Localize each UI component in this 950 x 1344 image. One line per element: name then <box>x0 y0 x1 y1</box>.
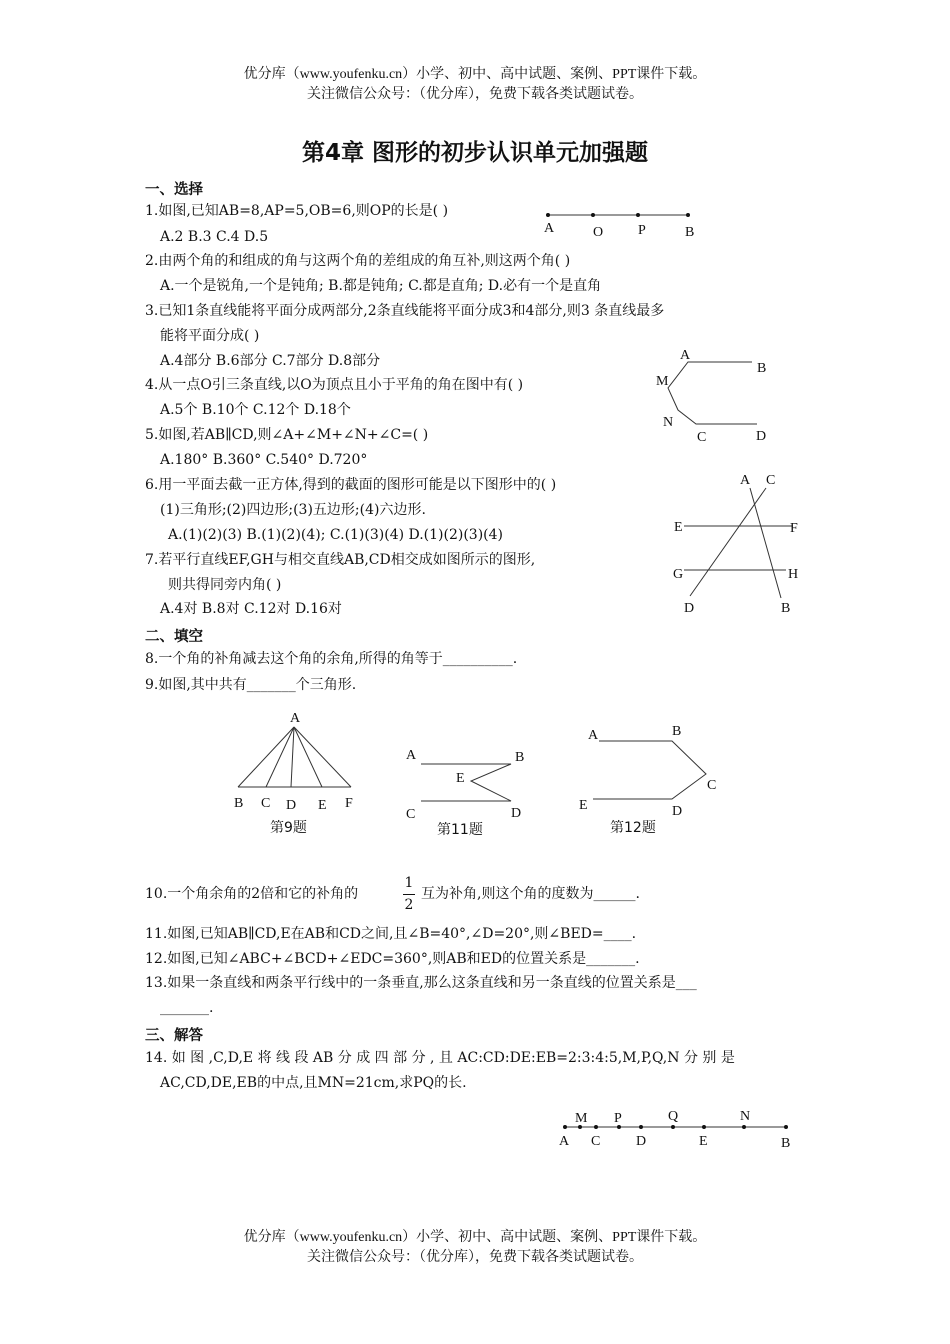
footer-line-1: 优分库（www.youfenku.cn）小学、初中、高中试题、案例、PPT课件下载。 <box>243 1230 707 1245</box>
figure-q11-zigzag <box>406 748 524 822</box>
label-b: B <box>781 1136 791 1151</box>
label-b: B <box>781 601 791 616</box>
question-14-line-2: AC,CD,DE,EB的中点,且MN=21cm,求PQ的长. <box>160 1075 467 1091</box>
question-10-part-2: 互为补角,则这个角的度数为______. <box>421 886 640 902</box>
label-a: A <box>588 728 599 743</box>
label-n: N <box>663 415 674 430</box>
label-p: P <box>614 1111 622 1126</box>
label-e: E <box>318 798 327 813</box>
section-choice-heading: 一、选择 <box>145 182 203 198</box>
polyline-abcde <box>593 741 706 799</box>
question-1: 1.如图,已知AB=8,AP=5,OB=6,则OP的长是( ) <box>145 203 449 219</box>
label-c: C <box>591 1134 601 1149</box>
question-7-line-2: 则共得同旁内角( ) <box>168 577 282 593</box>
question-6: 6.用一平面去截一正方体,得到的截面的图形可能是以下图形中的( ) <box>145 477 557 493</box>
question-10-part-1: 10.一个角余角的2倍和它的补角的 <box>145 886 359 902</box>
question-12: 12.如图,已知∠ABC+∠BCD+∠EDC=360°,则AB和ED的位置关系是_______. <box>145 951 640 967</box>
footer-line-2: 关注微信公众号：（优分库），免费下载各类试题试卷。 <box>307 1250 643 1265</box>
caption-fig-9: 第9题 <box>270 820 307 836</box>
figure-q7-lines <box>673 473 798 616</box>
caption-fig-12: 第12题 <box>610 820 656 836</box>
label-f: F <box>345 796 353 811</box>
question-1-options: A.2 B.3 C.4 D.5 <box>160 229 269 245</box>
label-a: A <box>680 348 691 363</box>
label-e: E <box>579 798 588 813</box>
question-6-options: A.(1)(2)(3) B.(1)(2)(4); C.(1)(3)(4) D.(1)(2)(3)(4) <box>168 527 504 543</box>
question-6-line-2: (1)三角形;(2)四边形;(3)五边形;(4)六边形. <box>160 502 426 518</box>
point-e-dot <box>702 1125 706 1129</box>
label-d: D <box>286 798 297 813</box>
point-a-dot <box>563 1125 567 1129</box>
question-2: 2.由两个角的和组成的角与这两个角的差组成的角互补,则这两个角( ) <box>145 253 571 269</box>
section-fill-heading: 二、填空 <box>145 629 203 645</box>
label-n: N <box>740 1109 751 1124</box>
label-a: A <box>559 1134 570 1149</box>
figure-q14-segment <box>559 1109 790 1151</box>
label-q: Q <box>668 1109 679 1124</box>
fraction-denominator: 2 <box>404 897 414 913</box>
label-h: H <box>788 567 799 582</box>
question-13-line-2: _______. <box>160 1000 214 1016</box>
label-o: O <box>593 225 604 240</box>
label-d: D <box>684 601 695 616</box>
figure-q9-triangle <box>234 711 353 813</box>
label-a: A <box>544 221 555 236</box>
point-o-dot <box>591 213 595 217</box>
question-3-options: A.4部分 B.6部分 C.7部分 D.8部分 <box>160 353 381 369</box>
label-d: D <box>636 1134 647 1149</box>
label-m: M <box>656 374 669 389</box>
side-af <box>294 727 351 787</box>
figure-q5-parallel <box>656 348 766 445</box>
header-line-2: 关注微信公众号：（优分库），免费下载各类试题试卷。 <box>307 87 643 102</box>
section-answer-heading: 三、解答 <box>145 1028 203 1044</box>
label-c: C <box>707 778 717 793</box>
side-ac <box>266 727 294 787</box>
question-3-line-1: 3.已知1条直线能将平面分成两部分,2条直线能将平面分成3和4部分,则3 条直线最多 <box>145 303 665 319</box>
label-c: C <box>406 807 416 822</box>
question-7-line-1: 7.若平行直线EF,GH与相交直线AB,CD相交成如图所示的图形, <box>145 552 536 568</box>
label-b: B <box>685 225 695 240</box>
point-n-dot <box>742 1125 746 1129</box>
fraction-numerator: 1 <box>404 875 414 891</box>
question-4-options: A.5个 B.10个 C.12个 D.18个 <box>160 402 351 418</box>
page-title: 第4章 图形的初步认识单元加强题 <box>301 140 648 166</box>
point-c-dot <box>594 1125 598 1129</box>
label-d: D <box>511 806 522 821</box>
point-d-dot <box>639 1125 643 1129</box>
label-c: C <box>697 430 707 445</box>
question-13-line-1: 13.如果一条直线和两条平行线中的一条垂直,那么这条直线和另一条直线的位置关系是___ <box>145 975 697 991</box>
label-b: B <box>672 724 682 739</box>
question-3-line-2: 能将平面分成( ) <box>160 328 260 344</box>
header-line-1: 优分库（www.youfenku.cn）小学、初中、高中试题、案例、PPT课件下载。 <box>243 67 707 82</box>
label-m: M <box>575 1111 588 1126</box>
label-a: A <box>406 748 417 763</box>
label-a: A <box>740 473 751 488</box>
label-a: A <box>290 711 301 726</box>
line-cd <box>690 488 766 596</box>
question-5-options: A.180° B.360° C.540° D.720° <box>160 452 368 468</box>
figure-q12-polyline <box>579 724 716 819</box>
side-ab <box>238 727 294 787</box>
caption-fig-11: 第11题 <box>437 822 483 838</box>
label-c: C <box>261 796 271 811</box>
label-b: B <box>757 361 767 376</box>
label-e: E <box>456 771 465 786</box>
point-b-dot <box>686 213 690 217</box>
side-ae <box>294 727 322 787</box>
label-d: D <box>672 804 683 819</box>
label-b: B <box>234 796 244 811</box>
figure-q1-segment <box>544 213 694 240</box>
point-q-dot <box>671 1125 675 1129</box>
question-2-options: A.一个是锐角,一个是钝角; B.都是钝角; C.都是直角; D.必有一个是直角 <box>160 278 602 294</box>
question-8: 8.一个角的补角减去这个角的余角,所得的角等于__________. <box>145 651 518 667</box>
point-a-dot <box>546 213 550 217</box>
label-p: P <box>638 223 646 238</box>
question-9: 9.如图,其中共有_______个三角形. <box>145 677 357 693</box>
label-c: C <box>766 473 776 488</box>
question-5: 5.如图,若AB∥CD,则∠A+∠M+∠N+∠C=( ) <box>145 427 429 443</box>
polyline-abmncd <box>668 362 757 424</box>
polyline-abedc <box>421 764 511 801</box>
question-7-options: A.4对 B.8对 C.12对 D.16对 <box>160 601 342 617</box>
point-p-dot <box>636 213 640 217</box>
question-4: 4.从一点O引三条直线,以O为顶点且小于平角的角在图中有( ) <box>145 377 524 393</box>
question-14-line-1: 14. 如 图 ,C,D,E 将 线 段 AB 分 成 四 部 分 , 且 AC:CD:DE:EB=2:3:4:5,M,P,Q,N 分 别 是 <box>145 1050 735 1066</box>
label-f: F <box>790 521 798 536</box>
label-g: G <box>673 567 684 582</box>
point-b-dot <box>784 1125 788 1129</box>
question-11: 11.如图,已知AB∥CD,E在AB和CD之间,且∠B=40°,∠D=20°,则∠BED=____. <box>145 926 637 942</box>
label-e: E <box>674 520 683 535</box>
label-b: B <box>515 750 525 765</box>
side-ad <box>291 727 294 787</box>
label-e: E <box>699 1134 708 1149</box>
label-d: D <box>756 429 767 444</box>
